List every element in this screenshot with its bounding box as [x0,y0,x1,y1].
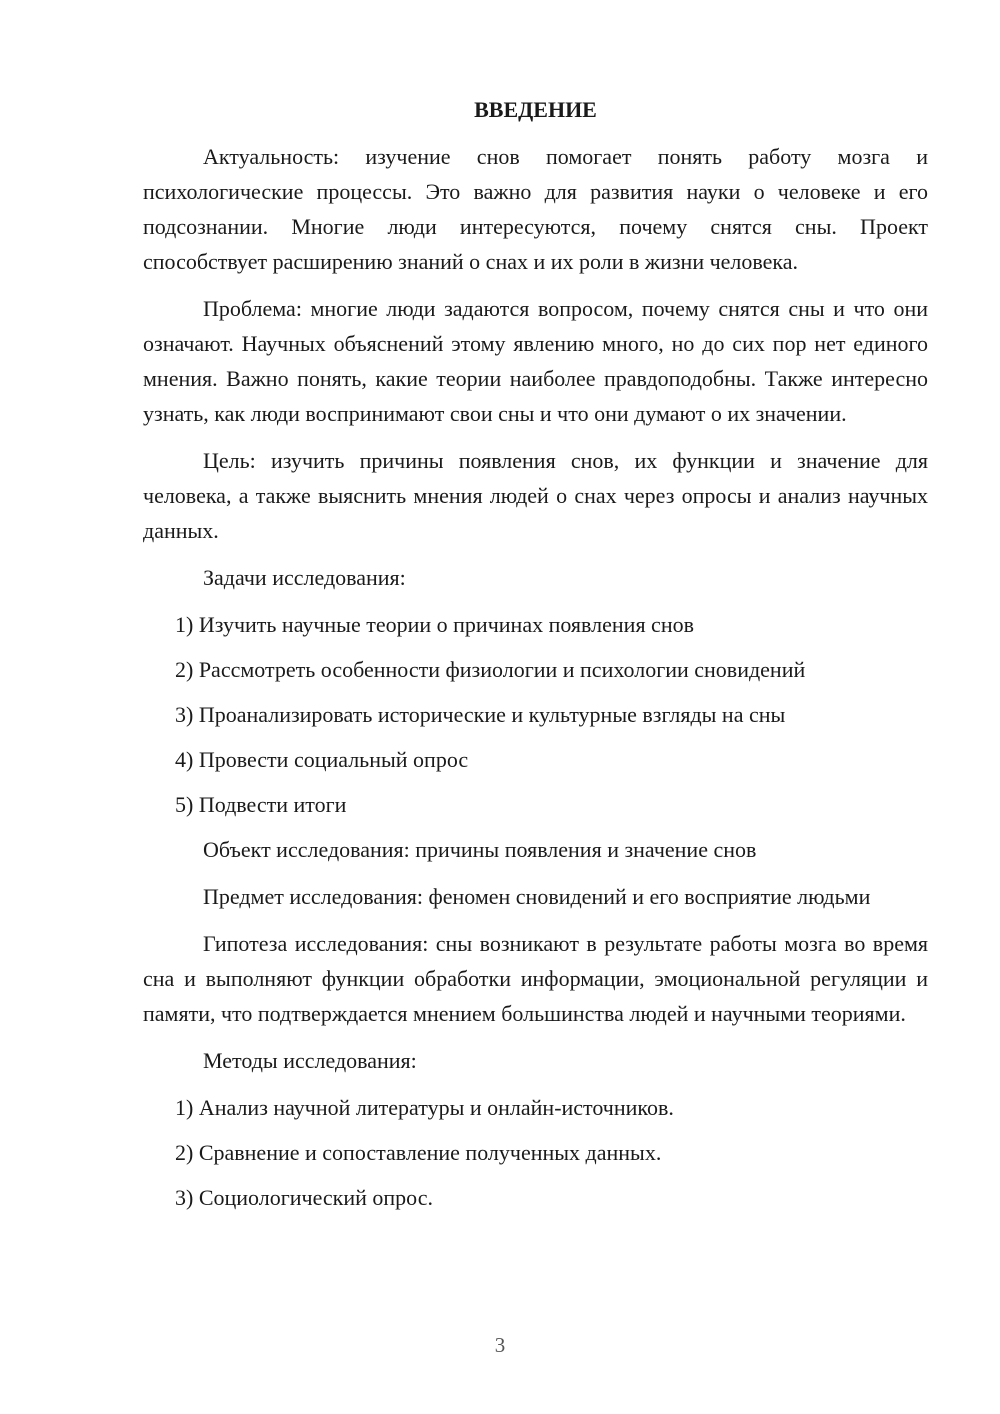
problem-paragraph: Проблема: многие люди задаются вопросом, почему снятся сны и что они означают. Научных объяснений этому явлению много, но до сих пор нет единого мнения. Важно понять, какие теории наиболее правдоподобны. Также интересно узнать, как люди воспринимают свои сны и что они думают о их значении. [143,296,928,426]
tasks-list [143,607,928,822]
tasks-label: Задачи исследования: [203,565,406,590]
list-item: 1) Анализ научной литературы и онлайн-источников. [175,1095,674,1120]
relevance-paragraph: Актуальность: изучение снов помогает понять работу мозга и психологические процессы. Это важно для развития науки о человеке и его подсознании. Многие люди интересуются, почему снятся сны. Проект способствует расширению знаний о снах и их роли в жизни человека. [143,144,928,274]
object-paragraph: Объект исследования: причины появления и значение снов [203,837,757,862]
methods-list [143,1090,928,1215]
subject-paragraph: Предмет исследования: феномен сновидений и его восприятие людьми [203,884,871,909]
list-item: 2) Рассмотреть особенности физиологии и психологии сновидений [175,657,806,682]
list-item: 2) Сравнение и сопоставление полученных данных. [175,1140,662,1165]
list-item: 5) Подвести итоги [175,792,347,817]
document-page [143,92,928,1225]
list-item: 3) Проанализировать исторические и культурные взгляды на сны [175,702,786,727]
page-number: 3 [494,1333,506,1357]
list-item: 4) Провести социальный опрос [175,747,469,772]
hypothesis-paragraph: Гипотеза исследования: сны возникают в результате работы мозга во время сна и выполняют функции обработки информации, эмоциональной регуляции и памяти, что подтверждается мнением большинства людей и научными теориями. [143,931,928,1026]
section-title: ВВЕДЕНИЕ [474,97,597,122]
goal-paragraph: Цель: изучить причины появления снов, их функции и значение для человека, а также выяснить мнения людей о снах через опросы и анализ научных данных. [143,448,928,543]
list-item: 3) Социологический опрос. [175,1185,433,1210]
list-item: 1) Изучить научные теории о причинах появления снов [175,612,694,637]
methods-label: Методы исследования: [203,1048,417,1073]
